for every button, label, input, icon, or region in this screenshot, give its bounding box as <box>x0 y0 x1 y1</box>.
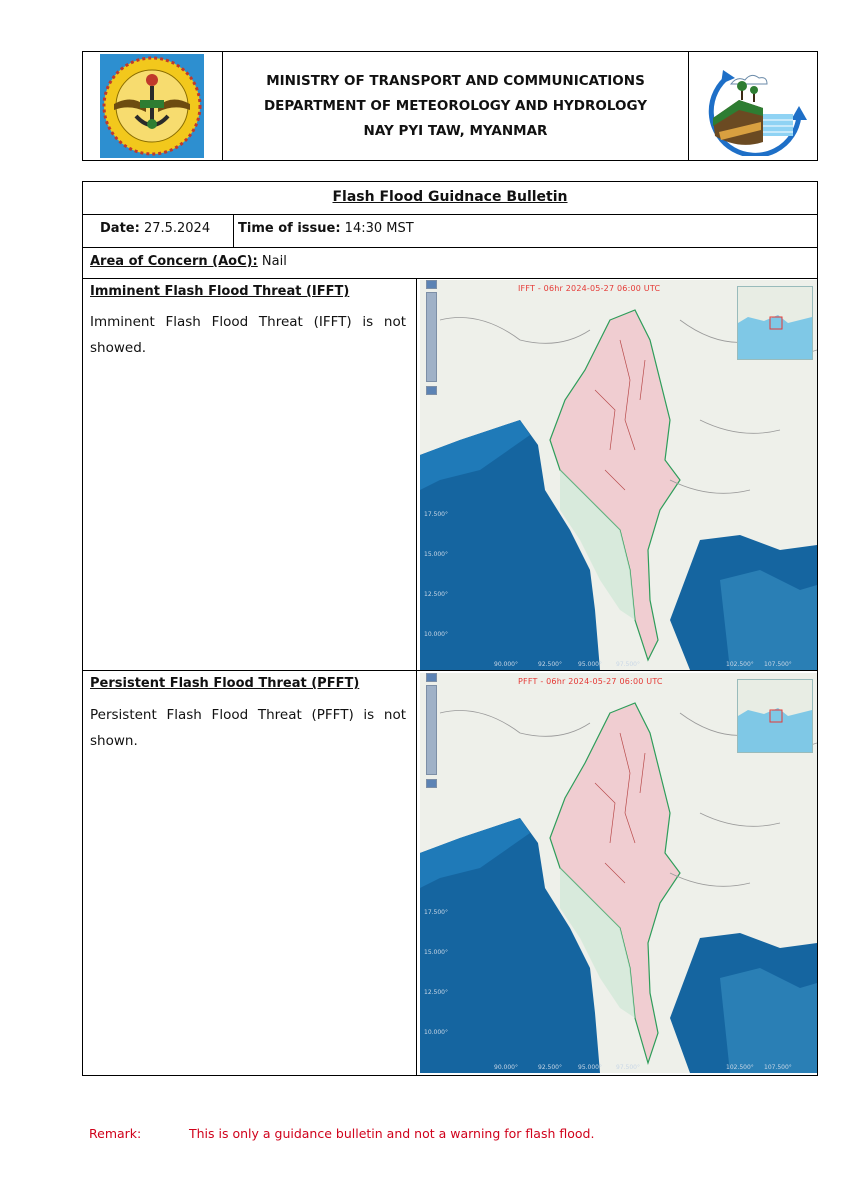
overview-minimap <box>737 679 813 753</box>
remark-text: This is only a guidance bulletin and not a warning for flash flood. <box>188 1126 595 1141</box>
svg-text:92.500°: 92.500° <box>538 1064 562 1071</box>
ifft-heading: Imminent Flash Flood Threat (IFFT) <box>90 284 350 299</box>
location-name: NAY PYI TAW, MYANMAR <box>363 123 548 139</box>
zoom-in-button[interactable] <box>426 280 437 289</box>
date-field <box>100 221 210 236</box>
ministry-emblem-logo <box>100 54 204 158</box>
pfft-map <box>420 673 817 1073</box>
divider <box>233 214 234 247</box>
minimap-graphic <box>738 680 812 752</box>
ministry-name: MINISTRY OF TRANSPORT AND COMMUNICATIONS <box>266 73 645 89</box>
svg-text:102.500°: 102.500° <box>726 1064 754 1071</box>
svg-text:90.000°: 90.000° <box>494 661 518 668</box>
svg-text:17.500°: 17.500° <box>424 511 448 518</box>
svg-text:107.500°: 107.500° <box>764 1064 792 1071</box>
svg-text:12.500°: 12.500° <box>424 591 448 598</box>
hydrology-cycle-logo <box>699 56 809 156</box>
svg-text:97.500°: 97.500° <box>616 1064 640 1071</box>
date-label: Date: <box>100 221 140 236</box>
ifft-map <box>420 280 817 670</box>
date-value: 27.5.2024 <box>143 221 211 236</box>
svg-text:90.000°: 90.000° <box>494 1064 518 1071</box>
issue-time-label: Time of issue: <box>238 221 341 236</box>
pfft-text: Persistent Flash Flood Threat (PFFT) is not shown. <box>90 707 406 749</box>
issue-time-value: 14:30 MST <box>344 221 414 236</box>
divider <box>83 247 817 248</box>
zoom-slider[interactable] <box>426 292 437 382</box>
svg-text:97.500°: 97.500° <box>616 661 640 668</box>
zoom-out-button[interactable] <box>426 386 437 395</box>
zoom-out-button[interactable] <box>426 779 437 788</box>
zoom-in-button[interactable] <box>426 673 437 682</box>
divider <box>416 278 417 1075</box>
svg-text:15.000°: 15.000° <box>424 551 448 558</box>
bulletin-table <box>82 181 818 1076</box>
svg-text:95.000°: 95.000° <box>578 1064 602 1071</box>
letterhead <box>82 51 818 161</box>
minimap-graphic <box>738 287 812 359</box>
overview-minimap <box>737 286 813 360</box>
svg-text:10.000°: 10.000° <box>424 1029 448 1036</box>
aoc-label: Area of Concern (AoC): <box>90 254 258 269</box>
ministry-titles <box>223 52 688 160</box>
area-of-concern <box>90 254 287 269</box>
divider <box>83 214 817 215</box>
svg-text:17.500°: 17.500° <box>424 909 448 916</box>
pfft-heading: Persistent Flash Flood Threat (PFFT) <box>90 676 360 691</box>
pfft-map-title: PFFT - 06hr 2024-05-27 06:00 UTC <box>518 677 663 686</box>
remark <box>89 1126 594 1141</box>
svg-text:92.500°: 92.500° <box>538 661 562 668</box>
svg-text:12.500°: 12.500° <box>424 989 448 996</box>
aoc-value: Nail <box>261 254 287 269</box>
ministry-logo-cell <box>83 52 223 160</box>
divider <box>83 670 817 671</box>
zoom-slider[interactable] <box>426 685 437 775</box>
svg-text:95.000°: 95.000° <box>578 661 602 668</box>
ifft-text: Imminent Flash Flood Threat (IFFT) is not showed. <box>90 314 406 356</box>
svg-text:15.000°: 15.000° <box>424 949 448 956</box>
bulletin-title: Flash Flood Guidnace Bulletin <box>332 189 568 205</box>
divider <box>83 278 817 279</box>
remark-label: Remark: <box>89 1126 142 1141</box>
svg-text:10.000°: 10.000° <box>424 631 448 638</box>
dmh-logo-cell <box>688 52 818 160</box>
svg-text:107.500°: 107.500° <box>764 661 792 668</box>
department-name: DEPARTMENT OF METEOROLOGY AND HYDROLOGY <box>263 98 648 114</box>
svg-text:102.500°: 102.500° <box>726 661 754 668</box>
issue-time-field <box>238 221 414 236</box>
ifft-map-title: IFFT - 06hr 2024-05-27 06:00 UTC <box>518 284 661 293</box>
